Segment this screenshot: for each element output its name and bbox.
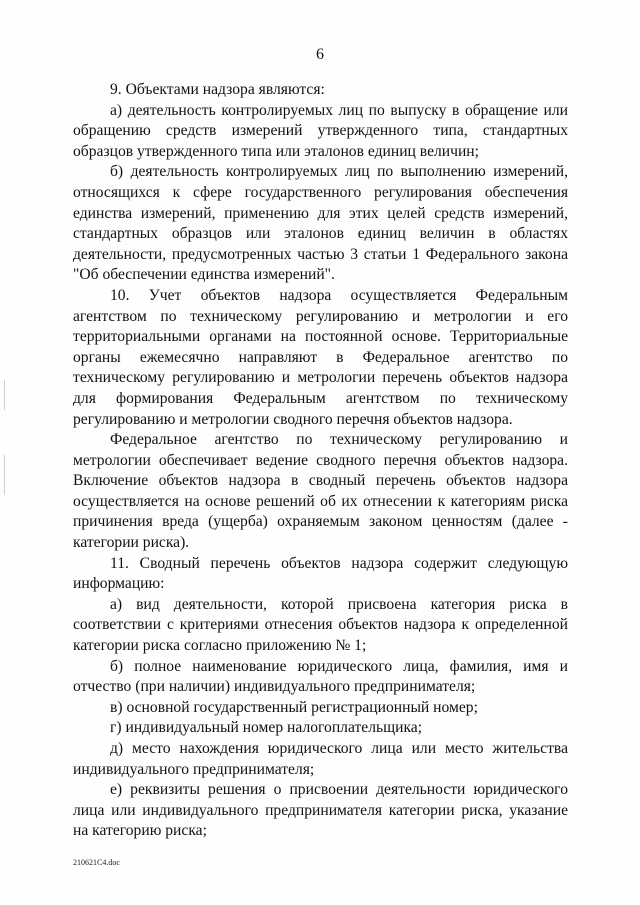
paragraph-11b: б) полное наименование юридического лица, фамилия, имя и отчество (при наличии) индивидуального предпринимателя; xyxy=(73,657,568,696)
paragraph-11f: е) реквизиты решения о присвоении деятельности юридического лица или индивидуального предпринимателя категории риска, указание на категорию риска; xyxy=(73,781,568,840)
document-body xyxy=(73,80,568,842)
scan-margin-mark xyxy=(4,455,5,495)
file-name-footer: 210621C4.doc xyxy=(73,858,120,867)
paragraph-11e: д) место нахождения юридического лица или место жительства индивидуального предпринимателя; xyxy=(73,740,568,778)
paragraph-11c: в) основной государственный регистрационный номер; xyxy=(110,698,478,716)
paragraph-11a: а) вид деятельности, которой присвоена категория риска в соответствии с критериями отнесения объектов надзора к определенной категории риска согласно приложению № 1; xyxy=(73,595,568,655)
paragraph-9a: а) деятельность контролируемых лиц по выпуску в обращение или обращению средств измерений утвержденного типа, стандартных образцов утвержденного типа или эталонов единиц величин; xyxy=(73,101,568,160)
paragraph-9b: б) деятельность контролируемых лиц по выполнению измерений, относящихся к сфере государственного регулирования обеспечения единства измерений, применению для этих целей средств измерений, стандартных образцов или эталонов единиц величин в областях деятельности, предусмотренных частью 3 статьи 1 Федерального закона "Об обеспечении единства измерений". xyxy=(73,163,568,284)
page-number: 6 xyxy=(316,46,324,63)
paragraph-9: 9. Объектами надзора являются: xyxy=(110,81,325,98)
paragraph-10: 10. Учет объектов надзора осуществляется Федеральным агентством по техническому регулированию и метрологии и его территориальными органами на постоянной основе. Территориальные органы ежемесячно направляют в Федеральное агентство по техническому регулированию и метрологии перечень объектов надзора для формирования Федеральным агентством по техническому регулированию и метрологии сводного перечня объектов надзора. xyxy=(73,286,568,428)
scan-margin-mark xyxy=(4,380,5,410)
paragraph-11: 11. Сводный перечень объектов надзора содержит следующую информацию: xyxy=(73,554,568,593)
paragraph-10-second: Федеральное агентство по техническому регулированию и метрологии обеспечивает ведение сводного перечня объектов надзора. Включение объектов надзора в сводный перечень объектов надзора осуществляется на основе решений об их отнесении к категориям риска причинения вреда (ущерба) охраняемым законом ценностям (далее - категории риска). xyxy=(73,431,568,552)
paragraph-11d: г) индивидуальный номер налогоплательщика; xyxy=(110,719,423,737)
